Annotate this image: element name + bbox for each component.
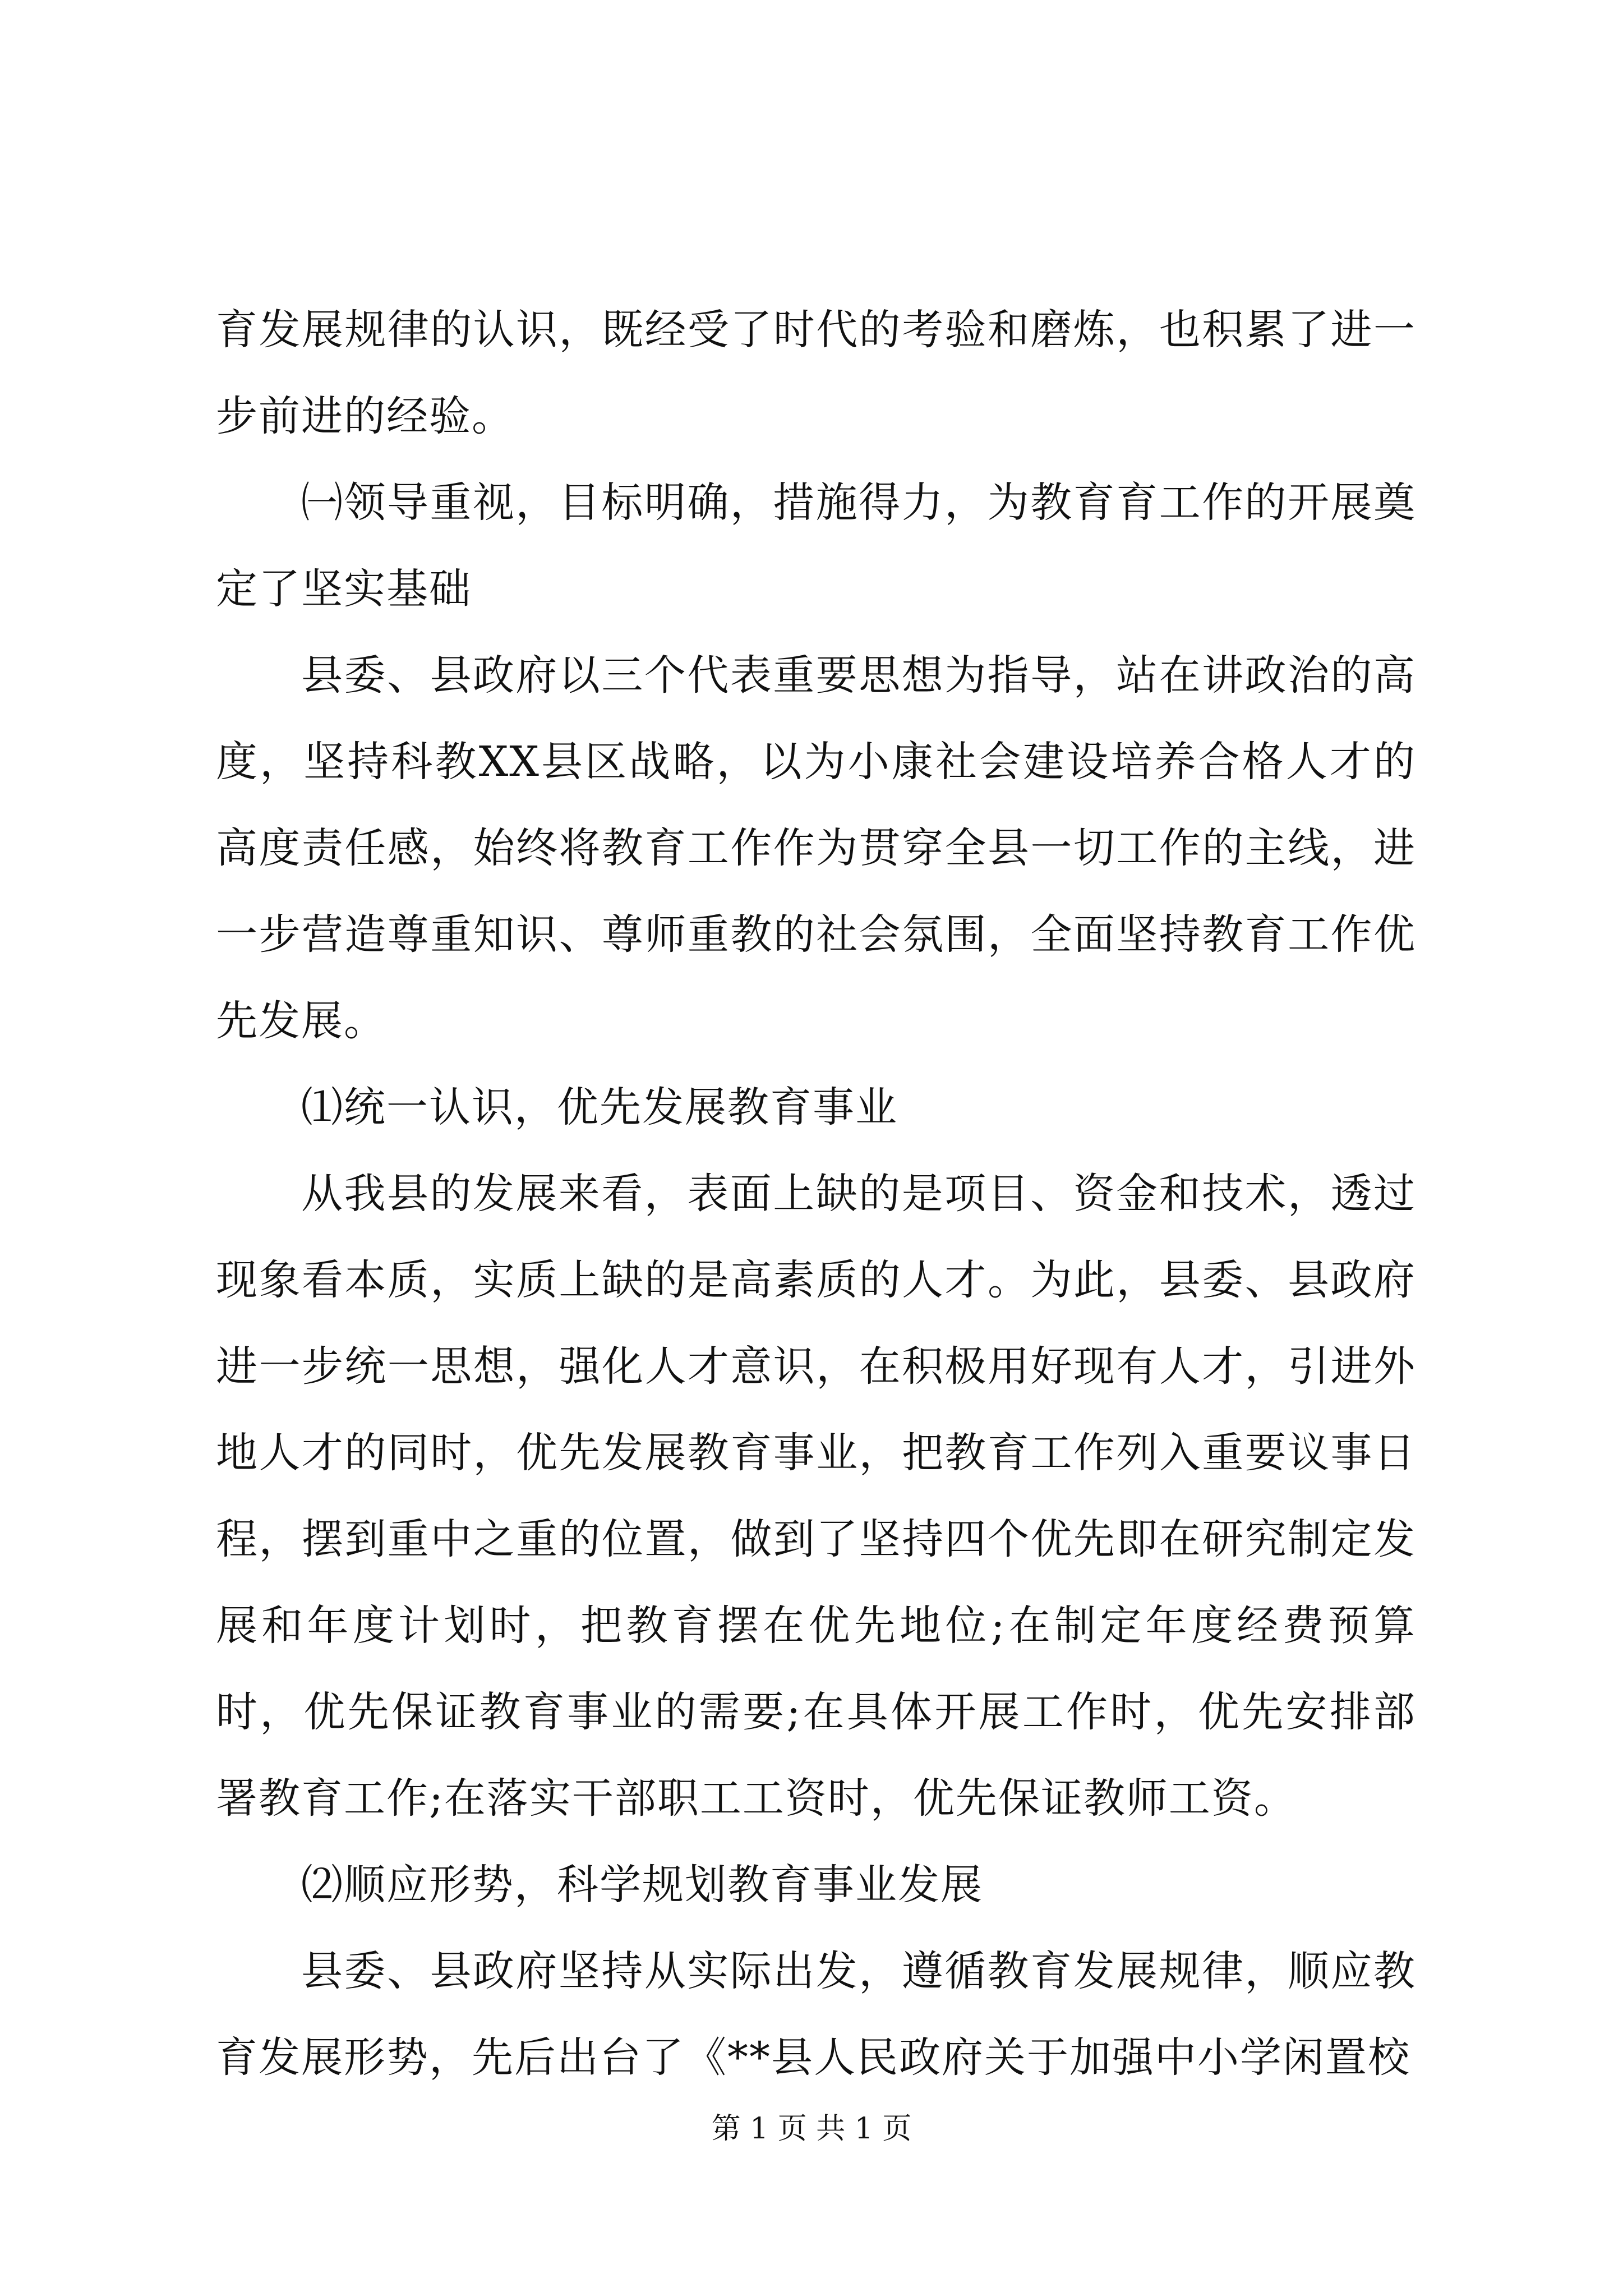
page-footer bbox=[0, 2109, 1623, 2148]
paragraph-7: 县委、县政府坚持从实际出发，遵循教育发展规律，顺应教育发展形势，先后出台了《**县人民政府关于加强中小学闲置校 bbox=[216, 1947, 1416, 2082]
paragraph-4-heading: ⑴统一认识，优先发展教育事业 bbox=[301, 1083, 898, 1131]
paragraph-3: 县委、县政府以三个代表重要思想为指导，站在讲政治的高度，坚持科教XX县区战略，以为小康社会建设培养合格人才的高度责任感，始终将教育工作作为贯穿全县一切工作的主线，进一步营造尊重知识、尊师重教的社会氛围，全面坚持教育工作优先发展。 bbox=[216, 651, 1416, 1045]
paragraph-6-heading: ⑵顺应形势，科学规划教育事业发展 bbox=[301, 1861, 983, 1909]
paragraph-5: 从我县的发展来看，表面上缺的是项目、资金和技术，透过现象看本质，实质上缺的是高素质的人才。为此，县委、县政府进一步统一思想，强化人才意识，在积极用好现有人才，引进外地人才的同时，优先发展教育事业，把教育工作列入重要议事日程，摆到重中之重的位置，做到了坚持四个优先即在研究制定发展和年度计划时，把教育摆在优先地位;在制定年度经费预算时，优先保证教育事业的需要;在具体开展工作时，优先安排部署教育工作;在落实干部职工工资时，优先保证教师工资。 bbox=[216, 1170, 1416, 1823]
paragraph-2-heading: ㈠领导重视，目标明确，措施得力，为教育育工作的开展奠定了坚实基础 bbox=[216, 478, 1416, 613]
page-number-label: 第 1 页 共 1 页 bbox=[711, 2112, 912, 2146]
document-body bbox=[216, 287, 1416, 2101]
paragraph-1: 育发展规律的认识，既经受了时代的考验和磨炼，也积累了进一步前进的经验。 bbox=[216, 306, 1416, 440]
